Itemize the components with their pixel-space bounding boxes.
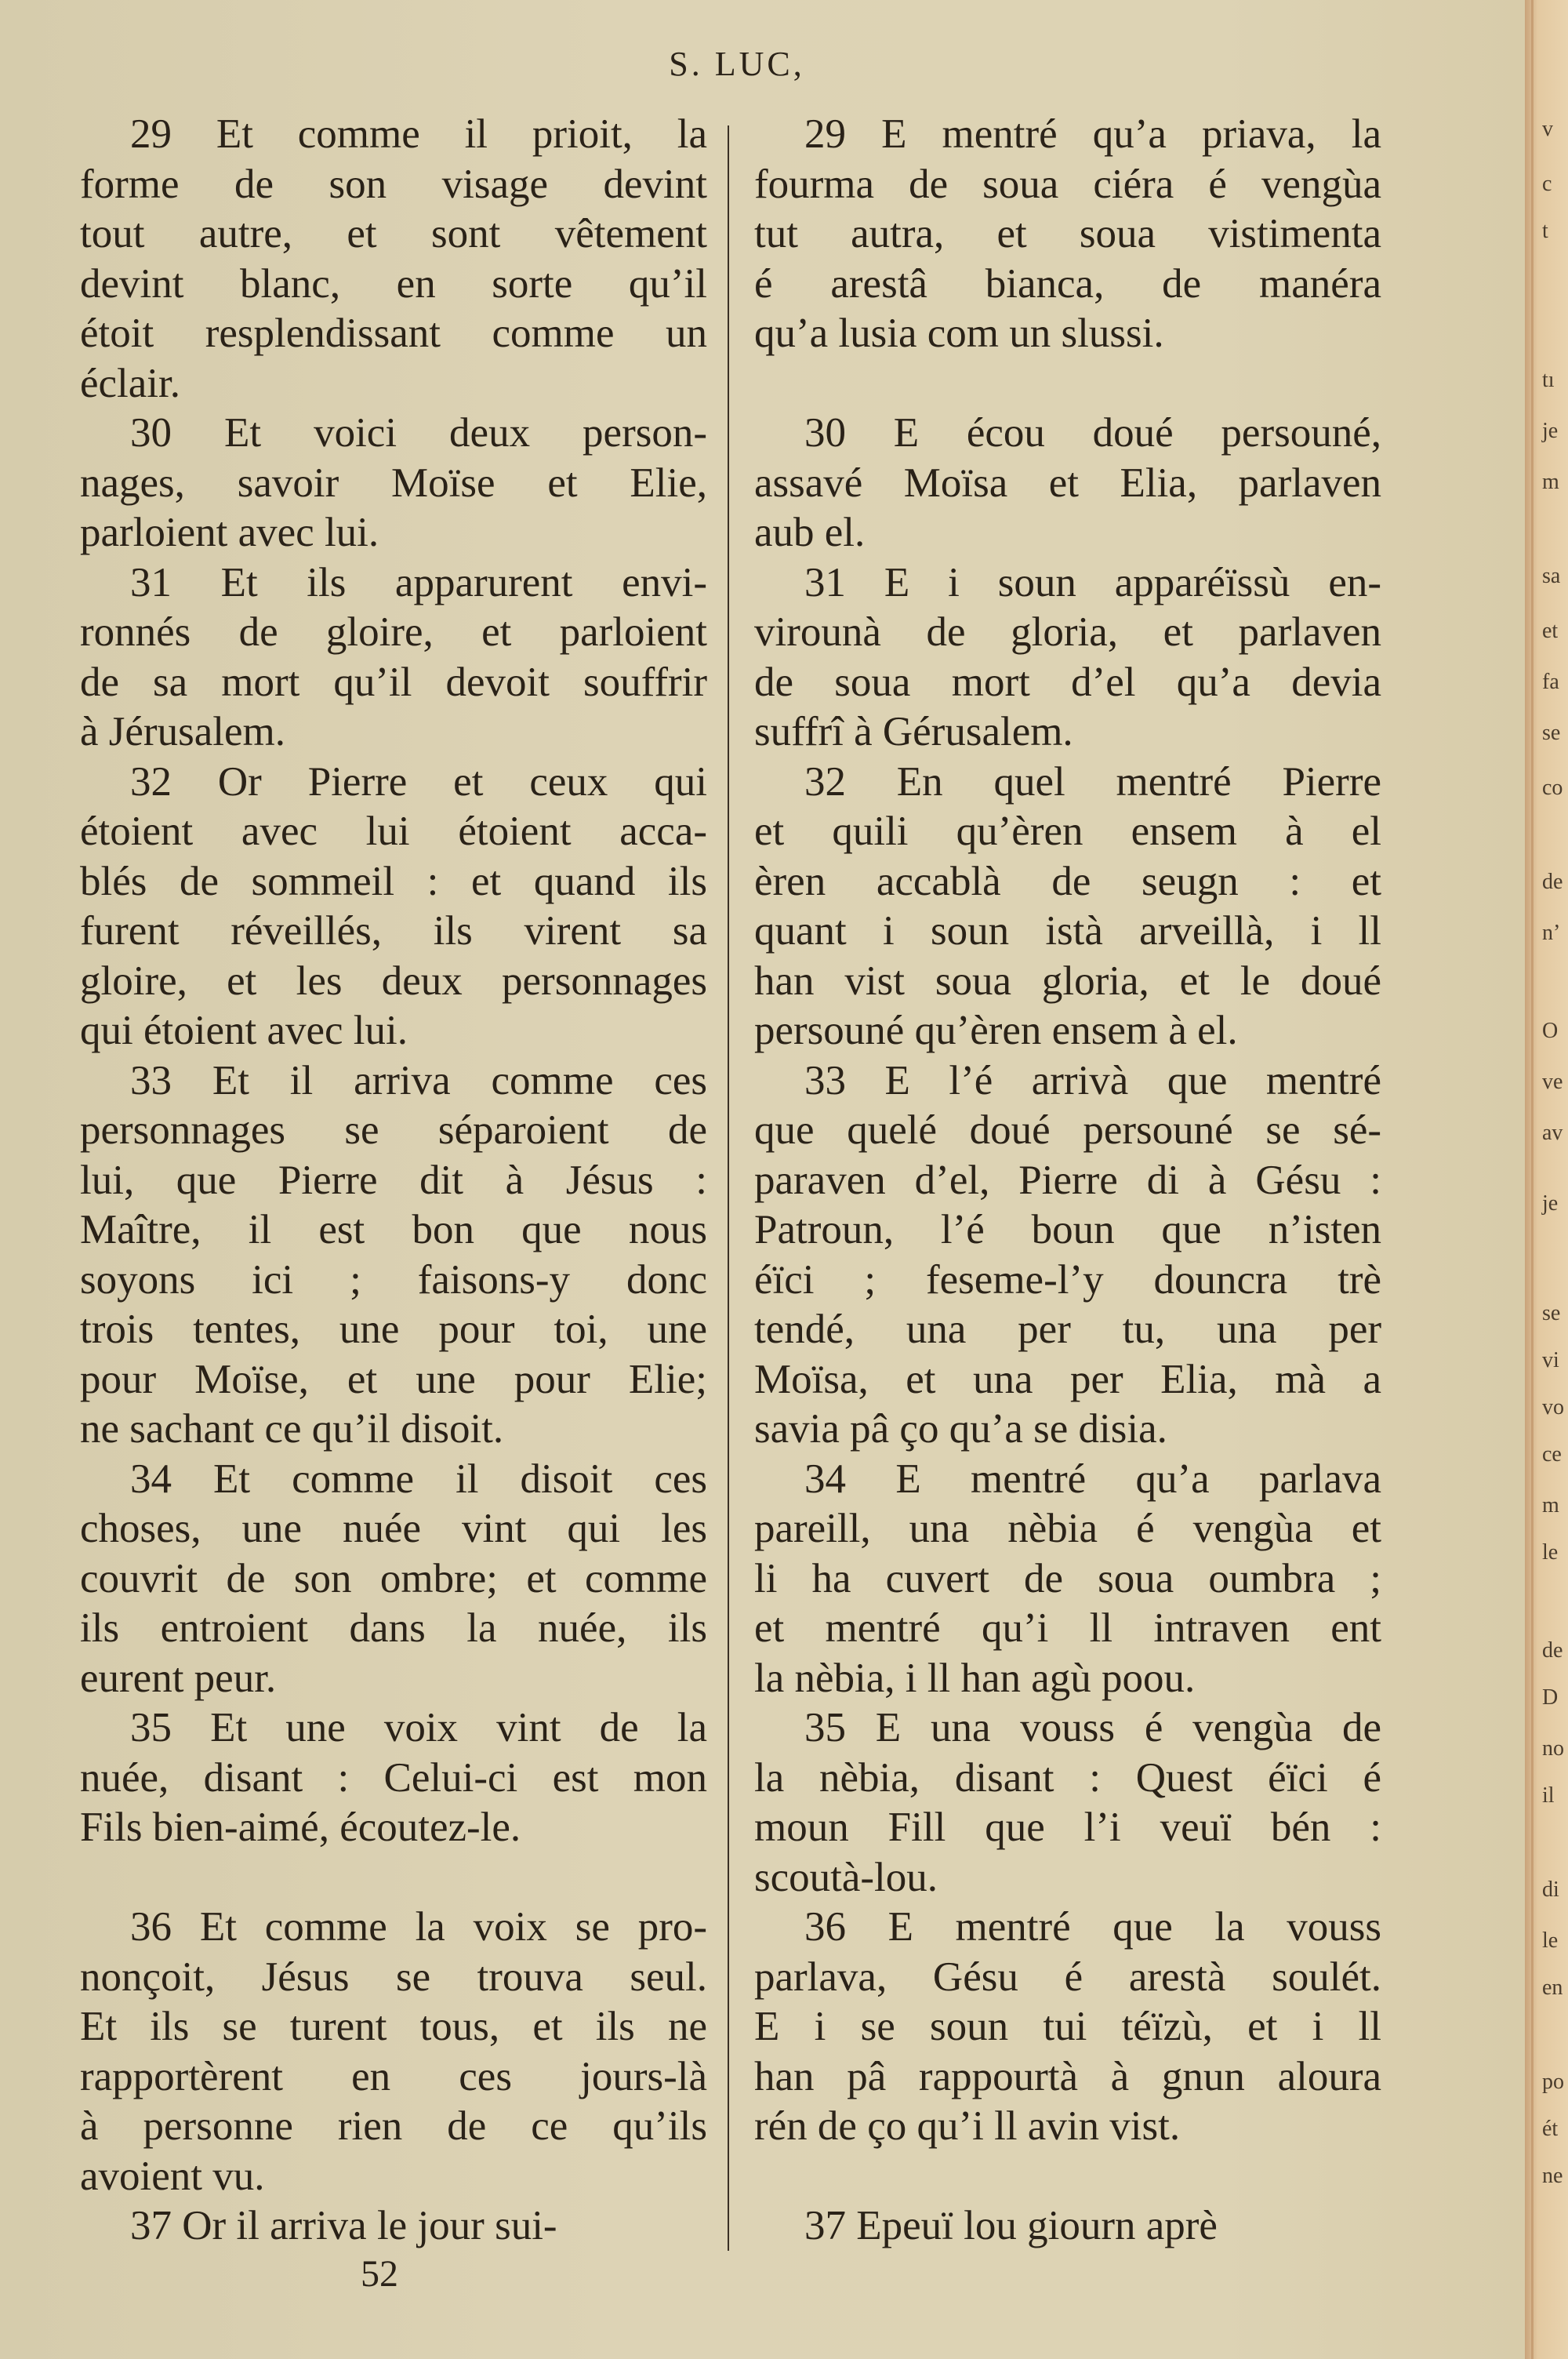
verse-31-line: suffrî à Gérusalem. [754,709,1073,754]
facing-page-fragment: ne [1542,2164,1563,2188]
facing-page-fragment: et [1542,619,1559,643]
verse-29-line: qu’a lusia com un slussi. [754,311,1164,356]
verse-32-line: han vist soua gloria, et le doué [754,958,1381,1004]
verse-32-line: et quili qu’èren ensem à el [754,809,1381,854]
facing-page-fragment: le [1542,1540,1559,1565]
verse-33-line: savia pâ ço qu’a se disia. [754,1406,1167,1452]
verse-36-line: E i se soun tui téïzù, et i ll [754,2004,1381,2049]
verse-31-line: virounà de gloria, et parlaven [754,609,1381,655]
facing-page-fragment: c [1542,172,1552,196]
verse-34-line: ils entroient dans la nuée, ils [80,1605,707,1651]
verse-30-line: 30 Et voici deux person- [130,410,707,456]
verse-32-line: qui étoient avec lui. [80,1008,408,1053]
verse-37-line: 37 Epeuï lou giourn aprè [804,2203,1218,2248]
facing-page-fragment: tı [1542,368,1555,392]
verse-32-line: gloire, et les deux personnages [80,958,707,1004]
verse-35-line: 35 E una vouss é vengùa de [804,1705,1381,1750]
verse-36-line: avoient vu. [80,2153,265,2199]
facing-page-fragment: di [1542,1877,1559,1902]
verse-33-line: 33 E l’é arrivà que mentré [804,1057,1381,1103]
verse-32-line: quant i soun istà arveillà, i ll [754,908,1381,954]
verse-33-line: ne sachant ce qu’il disoit. [80,1406,504,1452]
verse-33-line: 33 Et il arriva comme ces [130,1057,707,1103]
page-number: 52 [361,2253,398,2295]
verse-35-line: Fils bien-aimé, écoutez-le. [80,1805,521,1850]
verse-34-line: li ha cuvert de soua oumbra ; [754,1555,1381,1601]
verse-30-line: parloient avec lui. [80,510,379,555]
facing-page-fragment: il [1542,1783,1555,1808]
verse-29-line: forme de son visage devint [80,161,707,207]
facing-page-fragment: v [1542,117,1553,141]
facing-page-fragment: O [1542,1019,1559,1043]
verse-34-line: 34 Et comme il disoit ces [130,1456,707,1502]
french-column [80,110,707,2252]
facing-page-fragment: je [1542,1191,1559,1216]
facing-page-fragment: se [1542,721,1561,745]
verse-31-line: de soua mort d’el qu’a devia [754,659,1381,705]
verse-32-line: furent réveillés, ils virent sa [80,908,707,954]
verse-33-line: lui, que Pierre dit à Jésus : [80,1157,707,1203]
verse-29-line: étoit resplendissant comme un [80,311,707,356]
facing-page-fragment: co [1542,776,1563,800]
verse-33-line: soyons ici ; faisons-y donc [80,1256,707,1303]
facing-page-fragment: ét [1542,2117,1559,2141]
verse-29-line: fourma de soua ciéra é vengùa [754,161,1381,207]
facing-page-fragment: en [1542,1976,1563,2000]
verse-29-line: devint blanc, en sorte qu’il [80,260,707,307]
verse-31-line: 31 E i soun apparéïssù en- [804,559,1381,605]
verse-33-line: Maître, il est bon que nous [80,1207,707,1252]
facing-page-fragment: no [1542,1736,1564,1761]
facing-page-fragment: m [1542,470,1559,494]
verse-34-line: pareill, una nèbia é vengùa et [754,1506,1381,1551]
verse-34-line: eurent peur. [80,1655,277,1701]
verse-34-line: couvrit de son ombre; et comme [80,1555,707,1601]
verse-35-line: la nèbia, disant : Quest éïci é [754,1754,1381,1801]
verse-32-line: blés de sommeil : et quand ils [80,858,707,904]
verse-gap [754,2152,1381,2202]
verse-36-line: han pâ rappourtà à gnun aloura [754,2053,1381,2099]
verse-32-line: 32 En quel mentré Pierre [804,758,1381,805]
verse-29-line: é arestâ bianca, de manéra [754,260,1381,307]
verse-34-line: et mentré qu’i ll intraven ent [754,1605,1381,1651]
facing-page-fragment: sa [1542,564,1561,588]
verse-29-line: éclair. [80,360,180,406]
verse-35-line: moun Fill que l’i veuï bén : [754,1805,1381,1850]
verse-32-line: èren accablà de seugn : et [754,858,1381,904]
facing-page-fragment: vi [1542,1348,1559,1372]
verse-gap [80,1853,707,1903]
verse-30-line: nages, savoir Moïse et Elie, [80,460,707,506]
nissart-column [754,110,1381,2252]
facing-page-fragment: je [1542,419,1559,443]
verse-33-line: personnages se séparoient de [80,1107,707,1153]
column-divider [728,125,729,2251]
facing-page-fragment: vo [1542,1395,1564,1419]
facing-page-fragment: n’ [1542,921,1561,945]
verse-35-line: scoutà-lou. [754,1854,938,1900]
verse-36-line: à personne rien de ce qu’ils [80,2103,707,2149]
verse-34-line: 34 E mentré qu’a parlava [804,1456,1381,1502]
verse-33-line: pour Moïse, et une pour Elie; [80,1356,707,1402]
verse-29-line: tut autra, et soua vistimenta [754,211,1381,256]
verse-33-line: éïci ; feseme-l’y douncra trè [754,1256,1381,1303]
facing-page-fragment: ce [1542,1442,1562,1467]
facing-page-fragment: le [1542,1928,1559,1953]
verse-32-line: persouné qu’èren ensem à el. [754,1008,1238,1053]
verse-29-line: 29 Et comme il prioit, la [130,111,707,157]
verse-36-line: parlava, Gésu é arestà soulét. [754,1954,1381,2000]
verse-33-line: Patroun, l’é boun que n’isten [754,1207,1381,1252]
facing-page-fragment: av [1542,1121,1563,1145]
verse-29-line: tout autre, et sont vêtement [80,211,707,256]
verse-33-line: Moïsa, et una per Elia, mà a [754,1356,1381,1402]
running-head: S. LUC, [669,45,805,83]
verse-35-line: nuée, disant : Celui-ci est mon [80,1754,707,1801]
verse-33-line: tendé, una per tu, una per [754,1307,1381,1352]
facing-page-fragment: de [1542,1638,1563,1663]
verse-29-line: 29 E mentré qu’a priava, la [804,111,1381,157]
verse-30-line: assavé Moïsa et Elia, parlaven [754,460,1381,506]
facing-page-fragment: se [1542,1301,1561,1325]
verse-36-line: rén de ço qu’i ll avin vist. [754,2103,1181,2149]
binding-crease [1531,0,1534,2359]
verse-30-line: aub el. [754,510,866,555]
verse-36-line: nonçoit, Jésus se trouva seul. [80,1954,707,2000]
facing-page-fragment: D [1542,1685,1559,1710]
verse-31-line: à Jérusalem. [80,709,285,754]
verse-31-line: ronnés de gloire, et parloient [80,609,707,655]
verse-33-line: que quelé doué persouné se sé- [754,1107,1381,1153]
facing-page-fragment: de [1542,870,1563,894]
facing-page-fragment: t [1542,219,1548,243]
verse-30-line: 30 E écou doué persouné, [804,410,1381,456]
verse-31-line: de sa mort qu’il devoit souffrir [80,659,707,705]
verse-36-line: 36 Et comme la voix se pro- [130,1904,707,1950]
verse-gap [754,359,1381,409]
verse-31-line: 31 Et ils apparurent envi- [130,559,707,605]
verse-33-line: trois tentes, une pour toi, une [80,1307,707,1352]
facing-page-fragment: m [1542,1493,1559,1518]
verse-37-line: 37 Or il arriva le jour sui- [130,2203,557,2248]
verse-36-line: Et ils se turent tous, et ils ne [80,2004,707,2049]
verse-32-line: étoient avec lui étoient acca- [80,809,707,854]
facing-page-fragment: fa [1542,670,1559,694]
facing-page-fragment: po [1542,2070,1564,2094]
verse-35-line: 35 Et une voix vint de la [130,1705,707,1750]
facing-page-fragment: ve [1542,1070,1563,1094]
verse-34-line: choses, une nuée vint qui les [80,1506,707,1551]
verse-36-line: 36 E mentré que la vouss [804,1904,1381,1950]
verse-33-line: paraven d’el, Pierre di à Gésu : [754,1157,1381,1203]
facing-page-edge [1525,0,1568,2359]
verse-36-line: rapportèrent en ces jours-là [80,2053,707,2099]
verse-34-line: la nèbia, i ll han agù poou. [754,1655,1196,1701]
verse-32-line: 32 Or Pierre et ceux qui [130,758,707,805]
